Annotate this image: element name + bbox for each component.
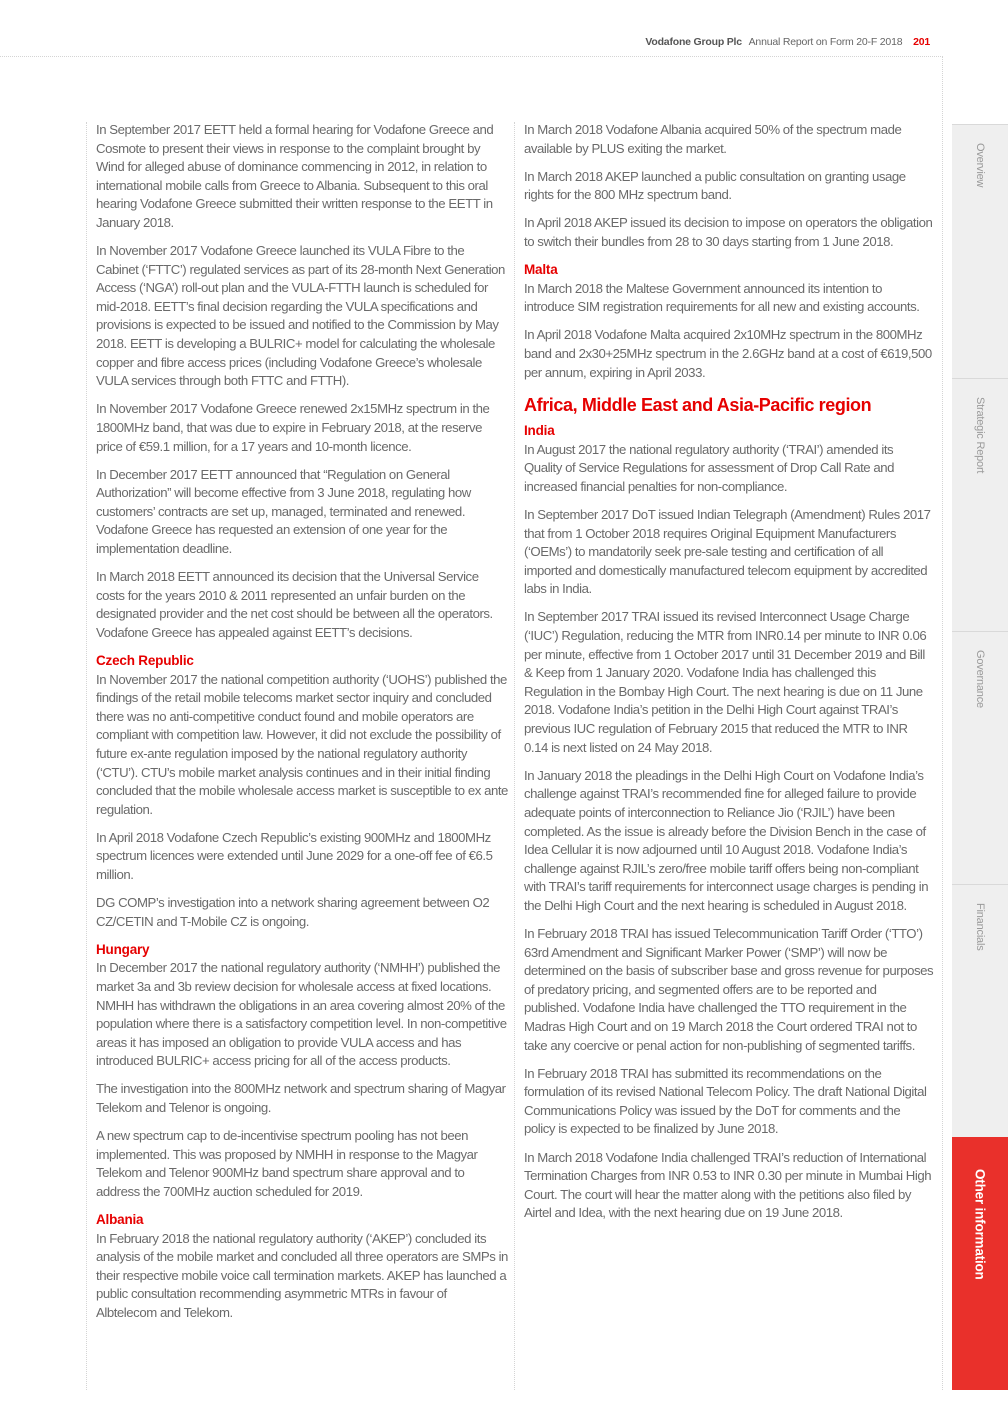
company-name: Vodafone Group Plc: [645, 36, 742, 48]
header-divider: [0, 56, 943, 57]
paragraph: In September 2017 EETT held a formal hearing for Vodafone Greece and Cosmote to present their views in response to the complaint brought by Wind for alleged abuse of dominance commencing in 2012, in relation to international mobile calls from Greece to Albania. Subsequent to this oral hearing Vodafone Greece submitted their written response to the EETT in January 2018.: [96, 122, 494, 230]
paragraph: In December 2017 EETT announced that “Regulation on General Authorization” will become effective from 3 June 2018, regulating how customers’ contracts are set up, managed, terminated and renewed. Vodafone Greece has requested an extension of one year for the implementation deadline.: [96, 466, 471, 556]
paragraph: In April 2018 Vodafone Czech Republic’s existing 900MHz and 1800MHz spectrum licences were extended until June 2029 for a one-off fee of €6.5 million.: [96, 829, 493, 882]
paragraph: In November 2017 Vodafone Greece launched its VULA Fibre to the Cabinet (‘FTTC’) regulated services as part of its 28-month Next Generation Access (‘NGA’) roll-out plan and the VULA-FTTH launch is scheduled for mid-2018. EETT’s final decision regarding the VULA specifications and provisions is expected to be issued and notified to the Commission by May 2018. EETT is developing a BULRIC+ model for calculating the wholesale copper and fibre access prices (including Vodafone Greece’s wholesale VULA services through both FTTC and FTTH).: [96, 243, 505, 389]
page-number: 201: [913, 36, 930, 48]
paragraph: In August 2017 the national regulatory authority (‘TRAI’) amended its Quality of Service Regulations for assessment of Drop Call Rate and increased financial penalties for non-compliance.: [524, 441, 895, 494]
tab-overview[interactable]: [952, 124, 1008, 378]
region-heading: Africa, Middle East and Asia-Pacific region: [524, 395, 872, 416]
paragraph: In April 2018 Vodafone Malta acquired 2x10MHz spectrum in the 800MHz band and 2x30+25MHz spectrum in the 2.6GHz band at a cost of €619,500 per annum, expiring in April 2033.: [524, 327, 932, 380]
tab-label: Other information: [972, 1169, 988, 1280]
tab-strategic-report[interactable]: [952, 378, 1008, 631]
paragraph: In November 2017 Vodafone Greece renewed 2x15MHz spectrum in the 1800MHz band, that was due to expire in February 2018, at the reserve price of €59.1 million, for a 17 years and 10-month licence.: [96, 401, 490, 454]
paragraph: In March 2018 AKEP launched a public consultation on granting usage rights for the 800 MHz spectrum band.: [524, 168, 906, 203]
tab-other-information[interactable]: [952, 1137, 1008, 1390]
tab-label: Strategic Report: [974, 397, 986, 474]
paragraph: In March 2018 Vodafone Albania acquired 50% of the spectrum made available by PLUS exiting the market.: [524, 122, 902, 156]
paragraph: The investigation into the 800MHz network and spectrum sharing of Magyar Telekom and Telenor is ongoing.: [96, 1081, 506, 1115]
left-column: [96, 121, 508, 1332]
paragraph: In March 2018 the Maltese Government announced its intention to introduce SIM registration requirements for all new and existing accounts.: [524, 280, 920, 315]
report-title: Annual Report on Form 20-F 2018: [748, 36, 903, 48]
paragraph: In December 2017 the national regulatory authority (‘NMHH’) published the market 3a and 3b review decision for wholesale access at fixed locations. NMHH has withdrawn the obligations in an area covering almost 20% of the population where there is a satisfactory competition level. In non-competitive areas it has imposed an obligation to provide VULA access and has introduced BULRIC+ access pricing for all of the access products.: [96, 960, 507, 1069]
paragraph: In February 2018 TRAI has submitted its recommendations on the formulation of its revised National Telecom Policy. The draft National Digital Communications Policy was issued by the DoT for comments and the policy is expected to be finalized by June 2018.: [524, 1065, 927, 1137]
tab-financials[interactable]: [952, 884, 1008, 1137]
paragraph: In March 2018 EETT announced its decision that the Universal Service costs for the years 2010 & 2011 represented an unfair burden on the designated provider and the net cost should be between all the operators. Vodafone Greece has appealed against EETT’s decisions.: [96, 569, 493, 640]
section-heading-albania: Albania: [96, 1211, 144, 1227]
paragraph: In September 2017 TRAI issued its revised Interconnect Usage Charge (‘IUC’) Regulation, reducing the MTR from INR0.14 per minute to INR 0.06 per minute, effective from 1 October 2017 until 31 December 2019 and Bill & Keep from 1 January 2020. Vodafone India has challenged this Regulation in the Bombay High Court. The next hearing is due on 11 June 2018. Vodafone India’s petition in the Delhi High Court against TRAI’s previous IUC regulation of February 2015 that reduced the MTR to INR 0.14 is next listed on 24 May 2018.: [524, 609, 927, 755]
section-heading-czech-republic: Czech Republic: [96, 652, 194, 668]
section-tabs: [952, 124, 1008, 1390]
section-heading-malta: Malta: [524, 262, 558, 278]
paragraph: In February 2018 the national regulatory authority (‘AKEP’) concluded its analysis of the mobile market and concluded all three operators are SMPs in their respective mobile voice call termination markets. AKEP has launched a public consultation recommending asymmetric MTRs in favour of Albtelecom and Telekom.: [96, 1230, 508, 1320]
paragraph: In September 2017 DoT issued Indian Telegraph (Amendment) Rules 2017 that from 1 October 2018 requires Original Equipment Manufacturers (‘OEMs’) to mandatorily seek pre-sale testing and certification of all imported and domestically manufactured telecom equipment by accredited labs in India.: [524, 507, 931, 597]
section-heading-india: India: [524, 423, 555, 439]
right-column: [524, 121, 934, 1232]
paragraph: In February 2018 TRAI has issued Telecommunication Tariff Order (‘TTO’) 63rd Amendment and Significant Marker Power (‘SMP’) will now be determined on the basis of subscriber base and gross revenue for purposes of predatory pricing, and segmented offers are to be reported and published. Vodafone India have challenged the TTO requirement in the Madras High Court and on 19 March 2018 the Court ordered TRAI not to take any coercive or penal action for non-publishing of segmented tariffs.: [524, 925, 934, 1053]
paragraph: In March 2018 Vodafone India challenged TRAI’s reduction of International Termination Charges from INR 0.53 to INR 0.30 per minute in Mumbai High Court. The court will hear the matter along with the petitions also filed by Airtel and Idea, with the next hearing due on 19 June 2018.: [524, 1149, 932, 1221]
paragraph: DG COMP’s investigation into a network sharing agreement between O2 CZ/CETIN and T-Mobile CZ is ongoing.: [96, 895, 490, 929]
tab-label: Overview: [974, 143, 986, 188]
paragraph: In April 2018 AKEP issued its decision to impose on operators the obligation to switch their bundles from 28 to 30 days starting from 1 June 2018.: [524, 215, 933, 249]
paragraph: In November 2017 the national competition authority (‘UOHS’) published the findings of the retail mobile telecoms market sector inquiry and concluded there was no anti-competitive conduct found and mobile operators are compliant with competition law. However, it did not exclude the possibility of future ex-ante regulation imposed by the national regulatory authority (‘CTU’). CTU’s mobile market analysis continues and in their initial finding concluded that the mobile wholesale access market is susceptible to ex ante regulation.: [96, 671, 508, 817]
paragraph: In January 2018 the pleadings in the Delhi High Court on Vodafone India’s challenge against TRAI’s recommended fine for alleged failure to provide adequate points of interconnection to Reliance Jio (‘RJIL’) have been completed. As the issue is already before the Division Bench in the case of Idea Cellular it is now adjourned until 10 August 2018. Vodafone India’s challenge against RJIL’s zero/free mobile tariff offers being non-compliant with TRAI’s tariff requirements for interconnect usage charges is pending in the Delhi High Court and the next hearing is scheduled in August 2018.: [524, 767, 929, 913]
right-border-divider: [942, 56, 943, 1390]
tab-governance[interactable]: [952, 631, 1008, 884]
section-heading-hungary: Hungary: [96, 941, 150, 957]
tab-label: Governance: [974, 650, 986, 708]
page-header: [645, 36, 930, 48]
paragraph: A new spectrum cap to de-incentivise spectrum pooling has not been implemented. This was proposed by NMHH in response to the Magyar Telekom and Telenor 900MHz band spectrum share approval and to address the 700MHz auction scheduled for 2019.: [96, 1128, 478, 1199]
left-border-divider: [86, 122, 87, 1390]
tab-label: Financials: [974, 903, 986, 951]
column-divider: [514, 122, 515, 1390]
